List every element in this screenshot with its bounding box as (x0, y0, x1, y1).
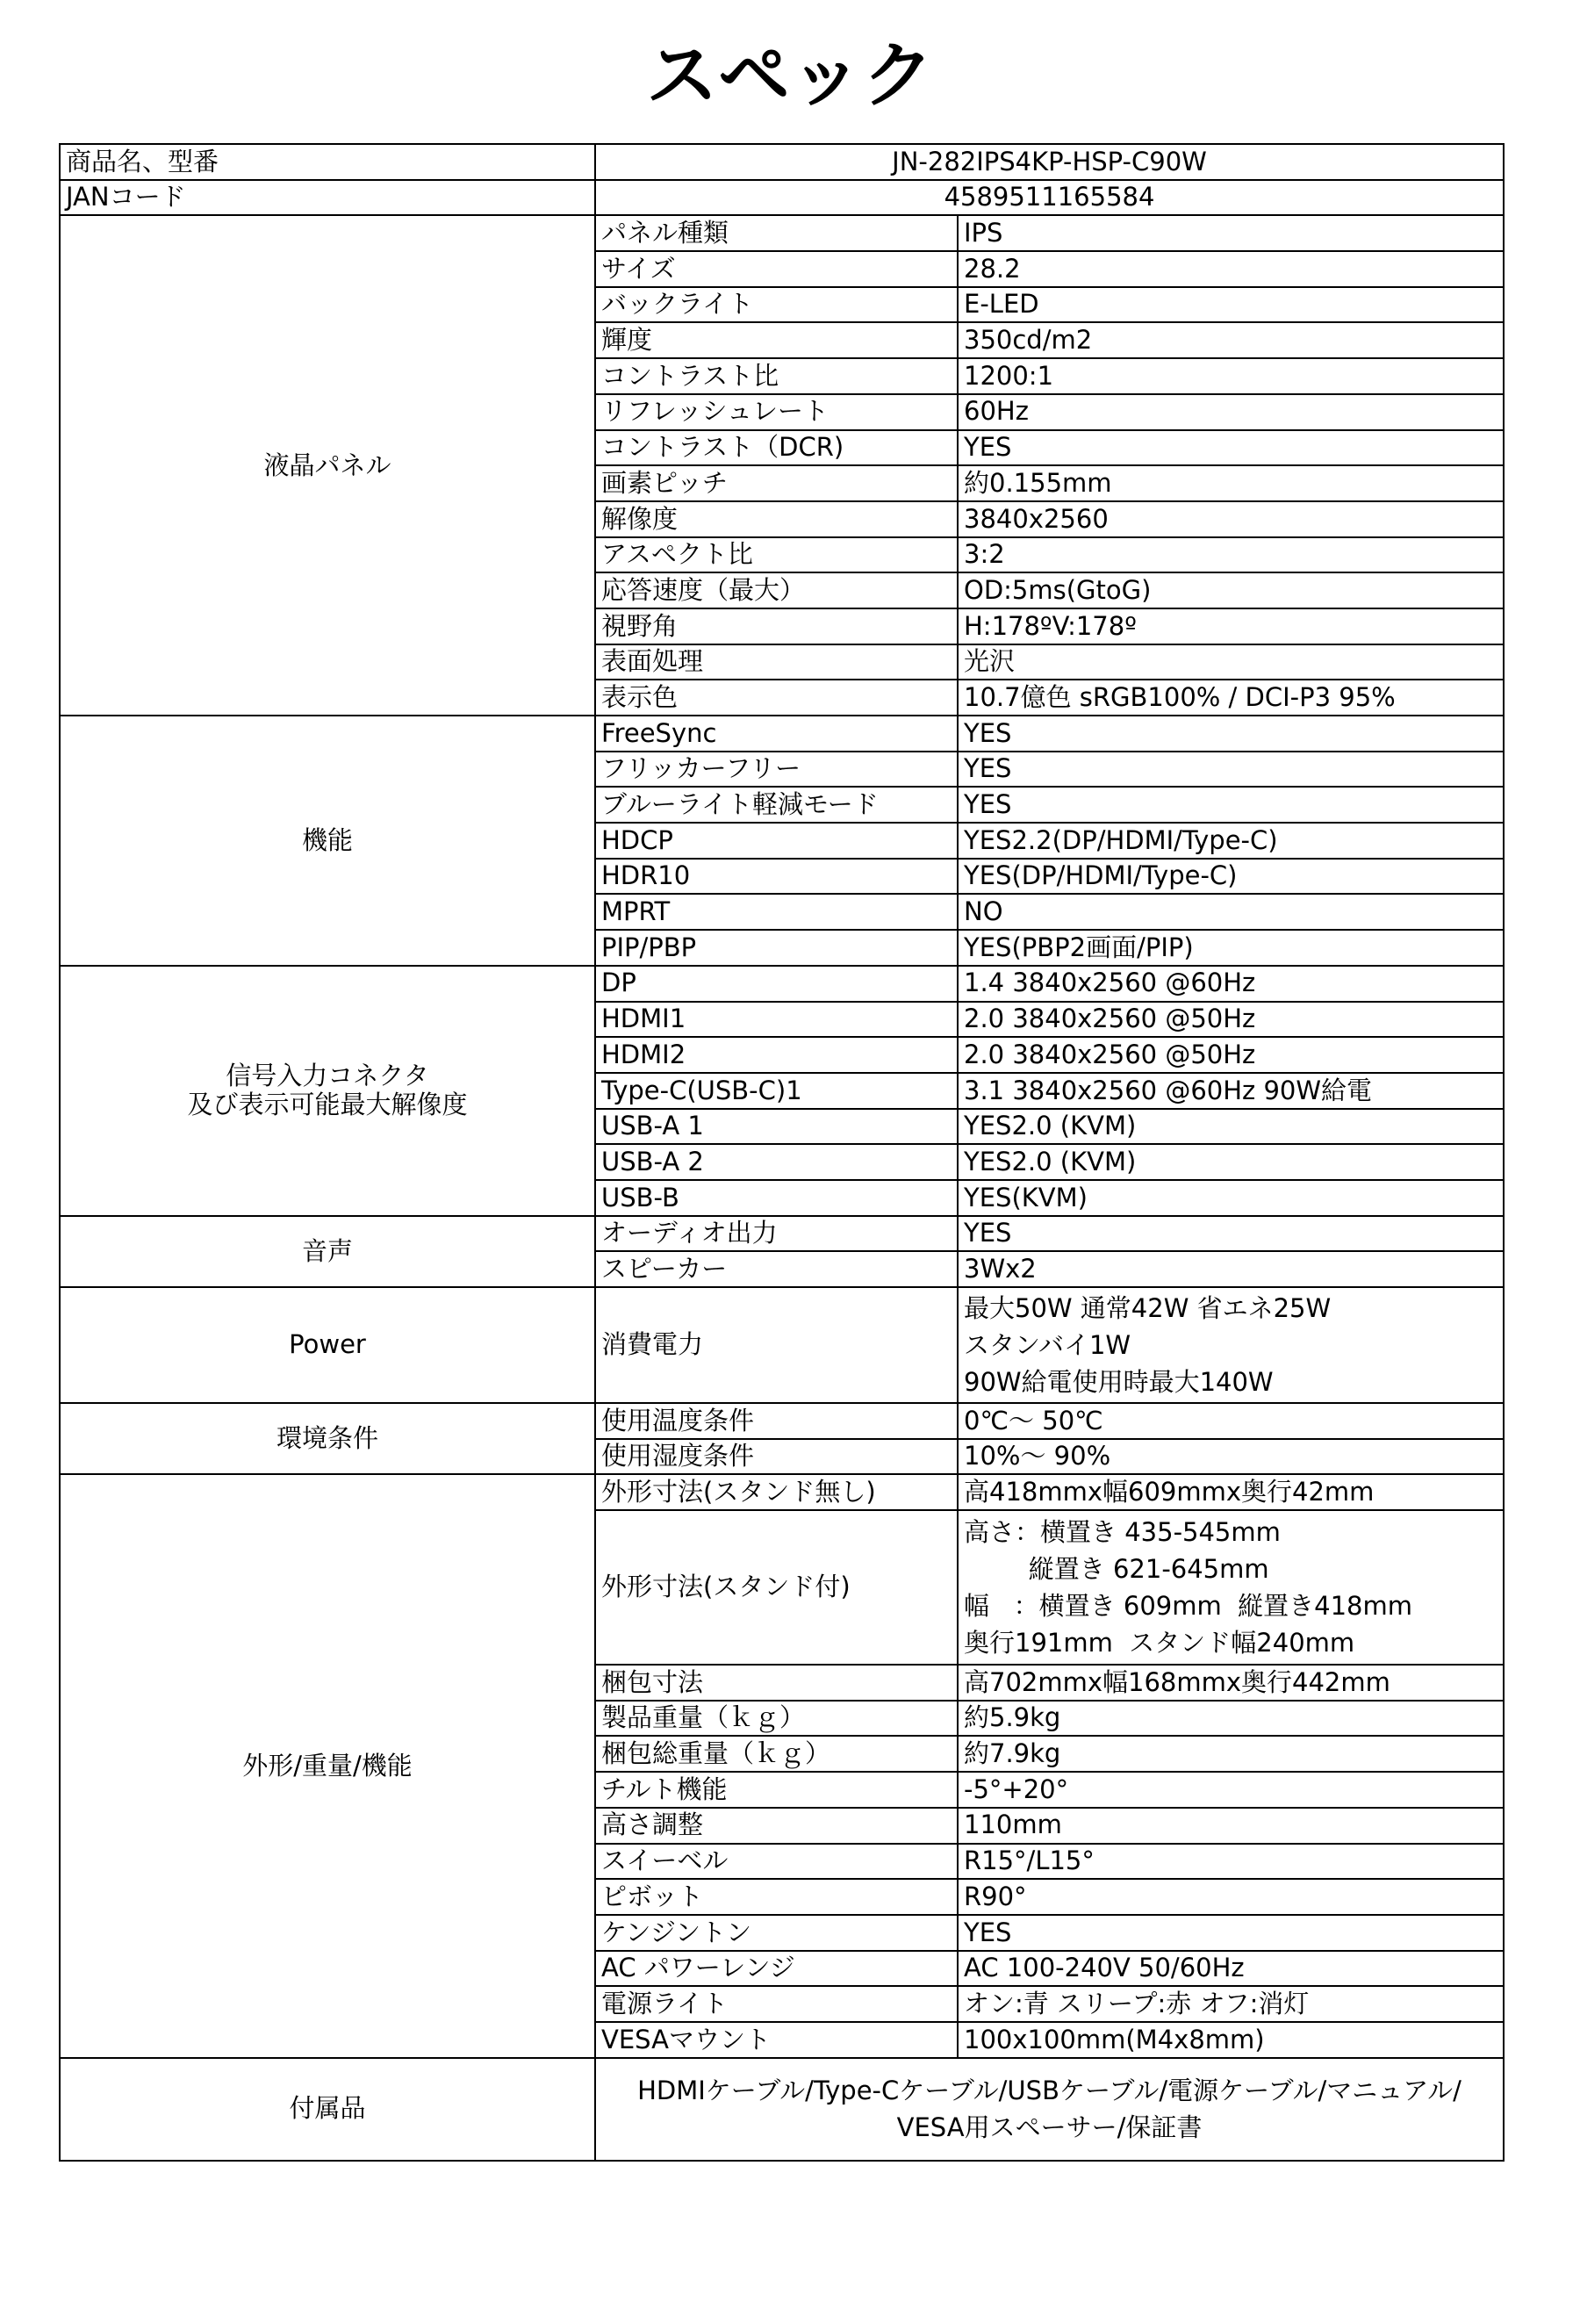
table-row (60, 180, 1504, 216)
spec-value: 3.1 3840x2560 @60Hz 90W給電 (958, 1073, 1504, 1109)
value-line: 高さ：横置き 435-545mm (964, 1517, 1281, 1548)
value-line: スタンバイ1W (964, 1330, 1131, 1360)
spec-label: ブルーライト軽減モード (595, 787, 958, 823)
spec-label: 解像度 (595, 501, 958, 537)
value-line: 幅 ：横置き 609mm 縦置き418mm (964, 1591, 1413, 1622)
value-line: 縦置き 621-645mm (964, 1554, 1269, 1585)
accessories-value (595, 2058, 1504, 2161)
spec-value: 28.2 (958, 251, 1504, 287)
spec-label: FreeSync (595, 716, 958, 752)
spec-label: 梱包寸法 (595, 1665, 958, 1701)
spec-label: アスペクト比 (595, 537, 958, 573)
spec-label: USB-A 1 (595, 1109, 958, 1145)
table-row (60, 1216, 1504, 1252)
spec-value (958, 1287, 1504, 1403)
spec-label: 外形寸法(スタンド付) (595, 1510, 958, 1665)
spec-value: -5°+20° (958, 1772, 1504, 1808)
table-row (60, 1474, 1504, 1510)
spec-value: YES(DP/HDMI/Type-C) (958, 859, 1504, 895)
spec-label: 電源ライト (595, 1986, 958, 2022)
spec-value: 10.7億色 sRGB100% / DCI-P3 95% (958, 680, 1504, 716)
table-row (60, 215, 1504, 251)
spec-label: 表示色 (595, 680, 958, 716)
category-inputs-line: 信号入力コネクタ (226, 1060, 429, 1090)
spec-value: NO (958, 894, 1504, 930)
spec-label: PIP/PBP (595, 930, 958, 966)
row-value: 4589511165584 (595, 180, 1504, 216)
spec-value: 10%～ 90% (958, 1439, 1504, 1475)
spec-label: HDMI1 (595, 1002, 958, 1038)
spec-label: 消費電力 (595, 1287, 958, 1403)
spec-value: 約5.9kg (958, 1701, 1504, 1737)
spec-value: YES(PBP2画面/PIP) (958, 930, 1504, 966)
spec-label: 使用温度条件 (595, 1403, 958, 1439)
table-row (60, 716, 1504, 752)
spec-value: R90° (958, 1879, 1504, 1915)
spec-value: AC 100-240V 50/60Hz (958, 1951, 1504, 1987)
table-row (60, 966, 1504, 1002)
value-line: 90W給電使用時最大140W (964, 1367, 1274, 1397)
spec-value: 約0.155mm (958, 465, 1504, 501)
spec-label: 外形寸法(スタンド無し) (595, 1474, 958, 1510)
spec-value: 3840x2560 (958, 501, 1504, 537)
page-title: スペック (645, 34, 934, 118)
accessories-line: VESA用スペーサー/保証書 (896, 2112, 1203, 2143)
spec-label: フリッカーフリー (595, 752, 958, 788)
spec-value: YES2.0 (KVM) (958, 1109, 1504, 1145)
spec-value: 高702mmx幅168mmx奥行442mm (958, 1665, 1504, 1701)
spec-label: HDCP (595, 823, 958, 859)
category-environment: 環境条件 (60, 1403, 595, 1474)
category-exterior: 外形/重量/機能 (60, 1474, 595, 2057)
spec-value (958, 1510, 1504, 1665)
spec-label: 高さ調整 (595, 1808, 958, 1844)
spec-value: OD:5ms(GtoG) (958, 572, 1504, 608)
table-row (60, 1403, 1504, 1439)
category-power: Power (60, 1287, 595, 1403)
category-audio: 音声 (60, 1216, 595, 1287)
spec-label: ピボット (595, 1879, 958, 1915)
spec-label: 製品重量（ｋｇ） (595, 1701, 958, 1737)
accessories-line: HDMIケーブル/Type-Cケーブル/USBケーブル/電源ケーブル/マニュアル/ (637, 2076, 1462, 2106)
spec-label: オーディオ出力 (595, 1216, 958, 1252)
spec-value: 高418mmx幅609mmx奥行42mm (958, 1474, 1504, 1510)
spec-label: チルト機能 (595, 1772, 958, 1808)
spec-value: オン:青 スリープ:赤 オフ:消灯 (958, 1986, 1504, 2022)
value-line: 奥行191mm スタンド幅240mm (964, 1628, 1355, 1658)
spec-label: HDR10 (595, 859, 958, 895)
spec-label: 表面処理 (595, 644, 958, 680)
spec-label: 輝度 (595, 322, 958, 358)
spec-label: HDMI2 (595, 1037, 958, 1073)
row-label: JANコード (60, 180, 595, 216)
spec-label: 画素ピッチ (595, 465, 958, 501)
row-label: 商品名、型番 (60, 144, 595, 180)
spec-table-body (60, 144, 1504, 2161)
spec-label: Type-C(USB-C)1 (595, 1073, 958, 1109)
spec-value: 2.0 3840x2560 @50Hz (958, 1037, 1504, 1073)
spec-label: USB-A 2 (595, 1144, 958, 1180)
spec-value: YES (958, 716, 1504, 752)
spec-value: 1.4 3840x2560 @60Hz (958, 966, 1504, 1002)
spec-label: リフレッシュレート (595, 394, 958, 430)
spec-label: スピーカー (595, 1251, 958, 1287)
table-row (60, 144, 1504, 180)
spec-value: E-LED (958, 287, 1504, 323)
spec-label: スイーベル (595, 1844, 958, 1880)
spec-value: R15°/L15° (958, 1844, 1504, 1880)
spec-value: YES2.2(DP/HDMI/Type-C) (958, 823, 1504, 859)
table-row (60, 2058, 1504, 2161)
spec-value: H:178ºV:178º (958, 608, 1504, 644)
spec-label: 梱包総重量（ｋｇ） (595, 1736, 958, 1772)
spec-value: YES(KVM) (958, 1180, 1504, 1216)
spec-label: USB-B (595, 1180, 958, 1216)
spec-value: 350cd/m2 (958, 322, 1504, 358)
spec-label: AC パワーレンジ (595, 1951, 958, 1987)
spec-label: VESAマウント (595, 2022, 958, 2058)
spec-label: バックライト (595, 287, 958, 323)
spec-label: 応答速度（最大） (595, 572, 958, 608)
spec-value: 1200:1 (958, 358, 1504, 394)
category-inputs (60, 966, 595, 1216)
spec-label: コントラスト（DCR) (595, 430, 958, 466)
spec-value: YES (958, 752, 1504, 788)
spec-value: IPS (958, 215, 1504, 251)
spec-value: 60Hz (958, 394, 1504, 430)
spec-value: 光沢 (958, 644, 1504, 680)
spec-value: YES2.0 (KVM) (958, 1144, 1504, 1180)
spec-value: YES (958, 430, 1504, 466)
spec-label: 使用湿度条件 (595, 1439, 958, 1475)
spec-value: 110mm (958, 1808, 1504, 1844)
spec-value: YES (958, 1915, 1504, 1951)
category-panel: 液晶パネル (60, 215, 595, 716)
category-accessories: 付属品 (60, 2058, 595, 2161)
value-line: 最大50W 通常42W 省エネ25W (964, 1293, 1332, 1323)
spec-value: 2.0 3840x2560 @50Hz (958, 1002, 1504, 1038)
spec-label: MPRT (595, 894, 958, 930)
spec-table (59, 143, 1505, 2162)
spec-label: 視野角 (595, 608, 958, 644)
spec-label: サイズ (595, 251, 958, 287)
table-row (60, 1287, 1504, 1403)
spec-value: 約7.9kg (958, 1736, 1504, 1772)
category-inputs-line: 及び表示可能最大解像度 (187, 1090, 468, 1120)
row-value: JN-282IPS4KP-HSP-C90W (595, 144, 1504, 180)
category-functions: 機能 (60, 716, 595, 966)
spec-label: パネル種類 (595, 215, 958, 251)
spec-label: ケンジントン (595, 1915, 958, 1951)
spec-value: 0℃～ 50℃ (958, 1403, 1504, 1439)
spec-value: 3:2 (958, 537, 1504, 573)
spec-value: YES (958, 787, 1504, 823)
spec-value: YES (958, 1216, 1504, 1252)
spec-label: コントラスト比 (595, 358, 958, 394)
spec-label: DP (595, 966, 958, 1002)
spec-value: 3Wx2 (958, 1251, 1504, 1287)
spec-value: 100x100mm(M4x8mm) (958, 2022, 1504, 2058)
